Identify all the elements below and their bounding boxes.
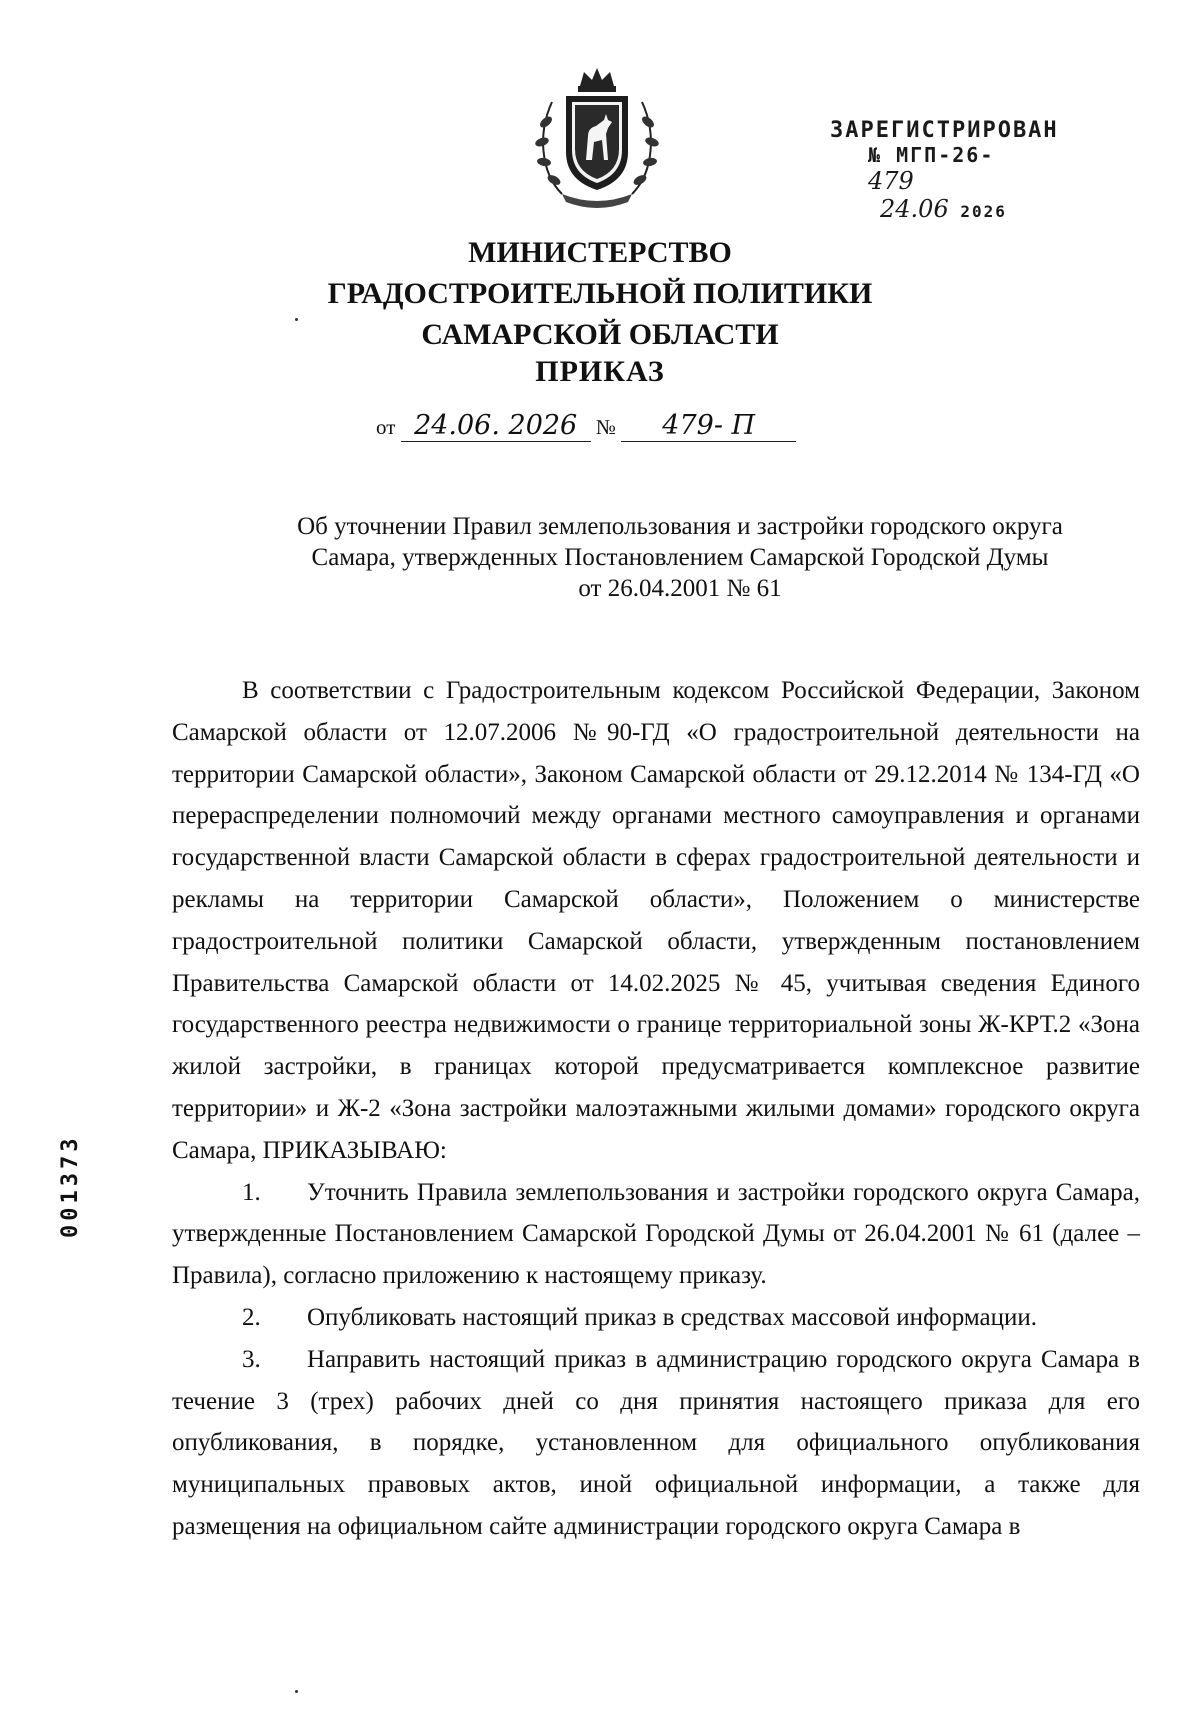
order-subject — [200, 511, 1160, 604]
order-number-label: № — [595, 415, 616, 439]
stamp-registration-date — [880, 195, 1030, 223]
order-item-number: 2. — [242, 1303, 261, 1331]
order-item-text: Направить настоящий приказ в администрацию городского округа Самара в течение 3 (трех) рабочих дней со дня принятия настоящего приказа для его опубликования, в порядке, установленном для официального опубликования муниципальных правовых актов, иной официальной информации, а также для размещения на официальном сайте администрации городского округа Самара в — [172, 1345, 1140, 1540]
order-body — [172, 670, 1140, 1548]
ministry-title — [0, 232, 1200, 355]
order-subject-line1: Об уточнении Правил землепользования и застройки городского округа — [297, 513, 1063, 540]
order-number-handwritten: 479- П — [621, 410, 796, 442]
ministry-title-line3: САМАРСКОЙ ОБЛАСТИ — [421, 318, 779, 351]
order-from-label: от — [376, 415, 396, 439]
stamp-number-handwritten: 479 — [868, 167, 914, 195]
order-item-text: Уточнить Правила землепользования и застройки городского округа Самара, утвержденные Постановлением Самарской Городской Думы от 26.04.2001 № 61 (далее – Правила), согласно приложению к настоящему приказу. — [172, 1178, 1140, 1290]
order-item — [172, 1339, 1140, 1548]
registration-stamp — [830, 118, 1059, 223]
stamp-number-prefix: № МГП-26- — [868, 143, 995, 167]
order-date-handwritten: 24.06. 2026 — [401, 410, 591, 442]
order-item — [172, 1297, 1140, 1339]
side-serial-number: 001373 — [58, 1134, 83, 1238]
stamp-date-year: 2026 — [960, 202, 1007, 221]
scan-speck — [295, 1690, 298, 1693]
stamp-registered-label: ЗАРЕГИСТРИРОВАН — [830, 118, 1059, 143]
scan-speck — [295, 318, 298, 321]
order-item-text: Опубликовать настоящий приказ в средствах массовой информации. — [307, 1303, 1038, 1331]
order-subject-line3: от 26.04.2001 № 61 — [578, 575, 782, 602]
document-type-heading: ПРИКАЗ — [535, 355, 665, 388]
ministry-title-line2: ГРАДОСТРОИТЕЛЬНОЙ ПОЛИТИКИ — [327, 277, 873, 310]
order-date-number-line — [376, 410, 796, 442]
stamp-registration-number — [868, 143, 1030, 195]
order-item-number: 3. — [242, 1345, 261, 1373]
order-item-number: 1. — [242, 1178, 261, 1206]
ministry-title-line1: МИНИСТЕРСТВО — [468, 236, 732, 269]
stamp-date-handwritten: 24.06 — [880, 195, 949, 223]
coat-of-arms-icon — [522, 62, 672, 212]
order-item — [172, 1172, 1140, 1297]
order-subject-line2: Самара, утвержденных Постановлением Самарской Городской Думы — [311, 544, 1049, 571]
preamble-paragraph: В соответствии с Градостроительным кодексом Российской Федерации, Законом Самарской области от 12.07.2006 №90-ГД «О градостроительной деятельности на территории Самарской области», Законом Самарской области от 29.12.2014 № 134-ГД «О перераспределении полномочий между органами местного самоуправления и органами государственной власти Самарской области в сферах градостроительной деятельности и рекламы на территории Самарской области», Положением о министерстве градостроительной политики Самарской области, утвержденным постановлением Правительства Самарской области от 14.02.2025 № 45, учитывая сведения Единого государственного реестра недвижимости о границе территориальной зоны Ж-КРТ.2 «Зона жилой застройки, в границах которой предусматривается комплексное развитие территории» и Ж-2 «Зона застройки малоэтажными жилыми домами» городского округа Самара, ПРИКАЗЫВАЮ: — [172, 677, 1140, 1164]
